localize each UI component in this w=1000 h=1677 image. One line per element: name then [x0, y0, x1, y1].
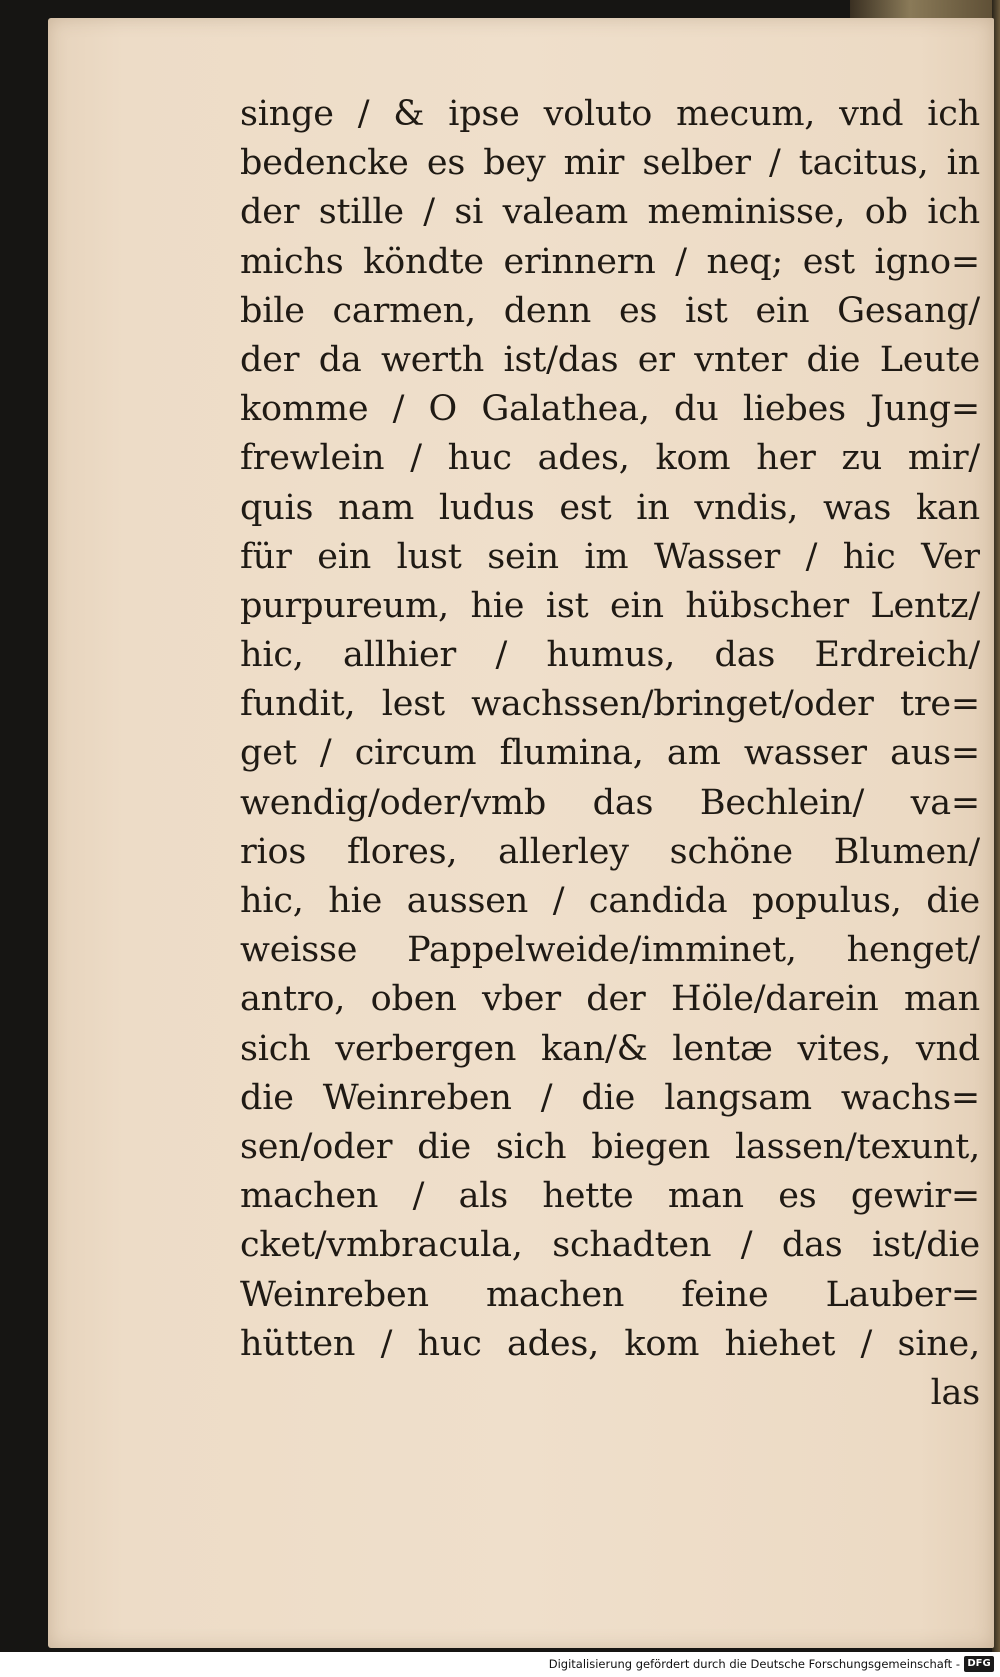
- book-edge-top: [850, 0, 1000, 20]
- dfg-logo: DFG: [964, 1656, 994, 1672]
- text-line: komme / O Galathea, du liebes Jung=: [240, 389, 980, 430]
- page-text-block: [240, 90, 980, 1418]
- text-line: Weinreben machen feine Lauber=: [240, 1274, 980, 1315]
- text-line: der da werth ist/das er vnter die Leute: [240, 339, 980, 380]
- text-line: sen/oder die sich biegen lassen/texunt,: [240, 1126, 980, 1167]
- text-line: singe / & ipse voluto mecum, vnd ich: [240, 94, 980, 134]
- text-line: bedencke es bey mir selber / tacitus, in: [240, 143, 980, 184]
- text-line: fundit, lest wachssen/bringet/oder tre=: [240, 684, 980, 725]
- text-line: hic, allhier / humus, das Erdreich/: [240, 635, 980, 676]
- text-line: sich verbergen kan/& lentæ vites, vnd: [240, 1028, 980, 1069]
- text-line: der stille / si valeam meminisse, ob ich: [240, 192, 980, 233]
- text-line: hic, hie aussen / candida populus, die: [240, 881, 980, 921]
- digitization-footer: [0, 1652, 1000, 1677]
- text-line: michs köndte erinnern / neq; est igno=: [240, 241, 980, 282]
- text-line: las: [930, 1372, 980, 1413]
- text-line: rios flores, allerley schöne Blumen/: [240, 831, 980, 872]
- text-line: wendig/oder/vmb das Bechlein/ va=: [240, 782, 980, 823]
- text-line: machen / als hette man es gewir=: [240, 1176, 980, 1217]
- footer-credit-text: Digitalisierung gefördert durch die Deutsche Forschungsgemeinschaft -: [548, 1657, 960, 1671]
- text-line: weisse Pappelweide/imminet, henget/: [240, 930, 980, 971]
- text-line: die Weinreben / die langsam wachs=: [240, 1077, 980, 1118]
- text-line: frewlein / huc ades, kom her zu mir/: [240, 438, 980, 479]
- book-page: [48, 18, 994, 1648]
- text-line: antro, oben vber der Höle/darein man: [240, 979, 980, 1020]
- text-line: für ein lust sein im Wasser / hic Ver: [240, 536, 980, 577]
- text-line: purpureum, hie ist ein hübscher Lentz/: [240, 585, 980, 626]
- text-line: bile carmen, denn es ist ein Gesang/: [240, 290, 980, 331]
- text-line: quis nam ludus est in vndis, was kan: [240, 487, 980, 528]
- text-line: hütten / huc ades, kom hiehet / sine,: [240, 1323, 980, 1364]
- text-line: get / circum flumina, am wasser aus=: [240, 733, 980, 774]
- text-line: cket/vmbracula, schadten / das ist/die: [240, 1225, 980, 1266]
